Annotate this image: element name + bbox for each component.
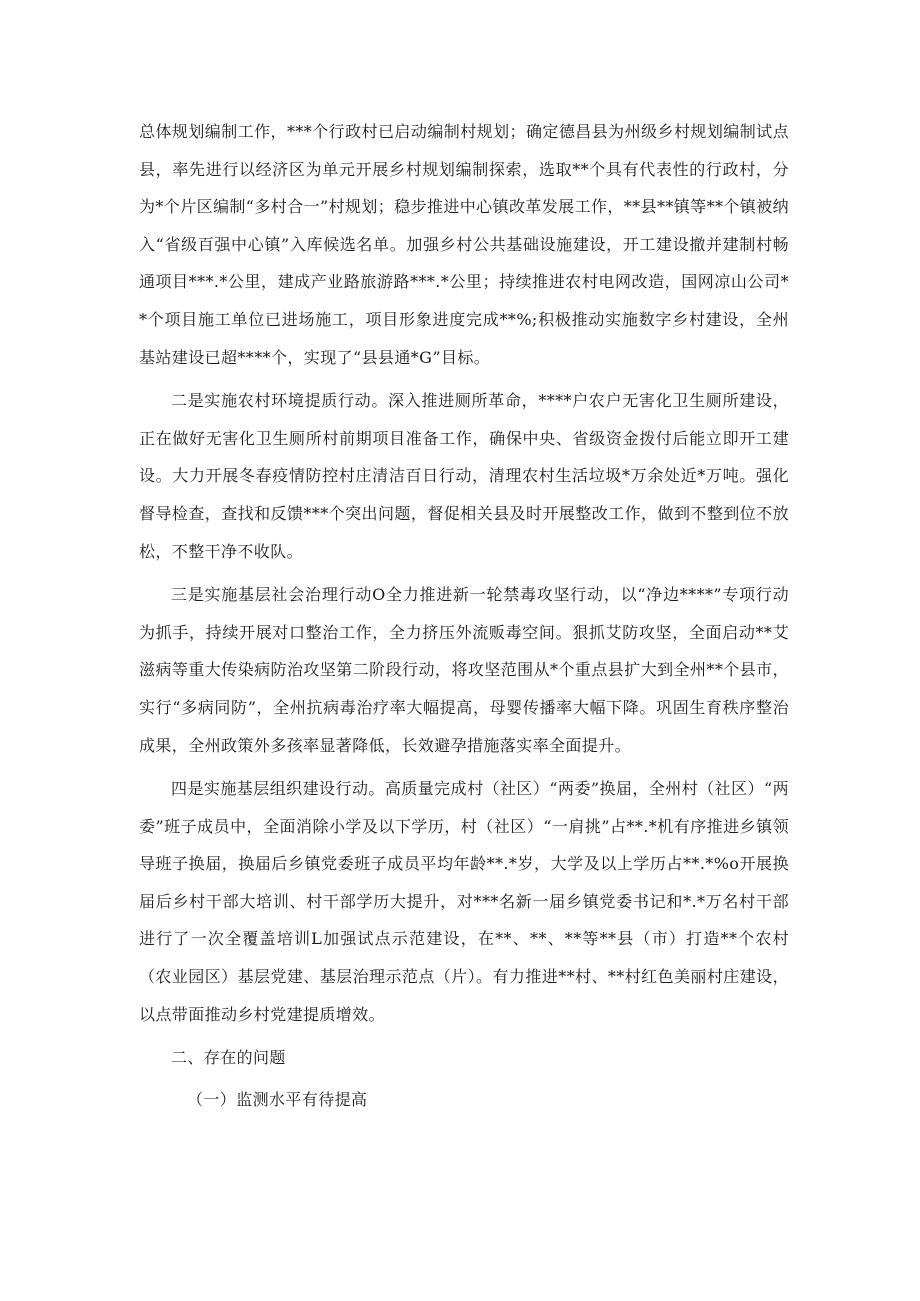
subsection-heading: （一）监测水平有待提高 bbox=[187, 1089, 368, 1109]
paragraph-governance: 三是实施基层社会治理行动O全力推进新一轮禁毒攻坚行动，以“净边****”专项行动为抓手，持续开展对口整治工作，全力挤压外流贩毒空间。狠抓艾防攻坚，全面启动**艾滋病等重大传染病防治攻坚第二阶段行动，将攻坚范围从*个重点县扩大到全州**个县市，实行“多病同防”，全州抗病毒治疗率大幅提高，母婴传播率大幅下降。巩固生育秩序整治成果，全州政策外多孩率显著降低，长效避孕措施落实率全面提升。 bbox=[139, 585, 789, 755]
paragraph-environment: 二是实施农村环境提质行动。深入推进厕所革命，****户农户无害化卫生厕所建设，正在做好无害化卫生厕所村前期项目准备工作，确保中央、省级资金拨付后能立即开工建设。大力开展冬春疫情防控村庄清洁百日行动，清理农村生活垃圾*万余处近*万吨。强化督导检查，查找和反馈***个突出问题，督促相关县及时开展整改工作，做到不整到位不放松，不整干净不收队。 bbox=[139, 391, 789, 561]
document-body bbox=[139, 113, 789, 1118]
section-heading: 二、存在的问题 bbox=[171, 1048, 286, 1068]
paragraph-organization: 四是实施基层组织建设行动。高质量完成村（社区）“两委”换届，全州村（社区）“两委”班子成员中，全面消除小学及以下学历，村（社区）“一肩挑”占**.*机有序推进乡镇领导班子换届，换届后乡镇党委班子成员平均年龄**.*岁，大学及以上学历占**.*%o开展换届后乡村干部大培训、村干部学历大提升，对***名新一届乡镇党委书记和*.*万名村干部进行了一次全覆盖培训L加强试点示范建设，在**、**、**等**县（市）打造**个农村（农业园区）基层党建、基层治理示范点（片）。有力推进**村、**村红色美丽村庄建设，以点带面推动乡村党建提质增效。 bbox=[139, 779, 789, 1024]
paragraph-planning: 总体规划编制工作，***个行政村已启动编制村规划；确定德昌县为州级乡村规划编制试点县，率先进行以经济区为单元开展乡村规划编制探索，选取**个具有代表性的行政村，分为*个片区编制“多村合一”村规划；稳步推进中心镇改革发展工作，**县**镇等**个镇被纳入“省级百强中心镇”入库候选名单。加强乡村公共基础设施建设，开工建设撤并建制村畅通项目***.*公里，建成产业路旅游路***.*公里；持续推进农村电网改造，国网凉山公司**个项目施工单位已进场施工，项目形象进度完成**%;积极推动实施数字乡村建设，全州基站建设已超****个，实现了“县县通*G”目标。 bbox=[139, 122, 789, 367]
